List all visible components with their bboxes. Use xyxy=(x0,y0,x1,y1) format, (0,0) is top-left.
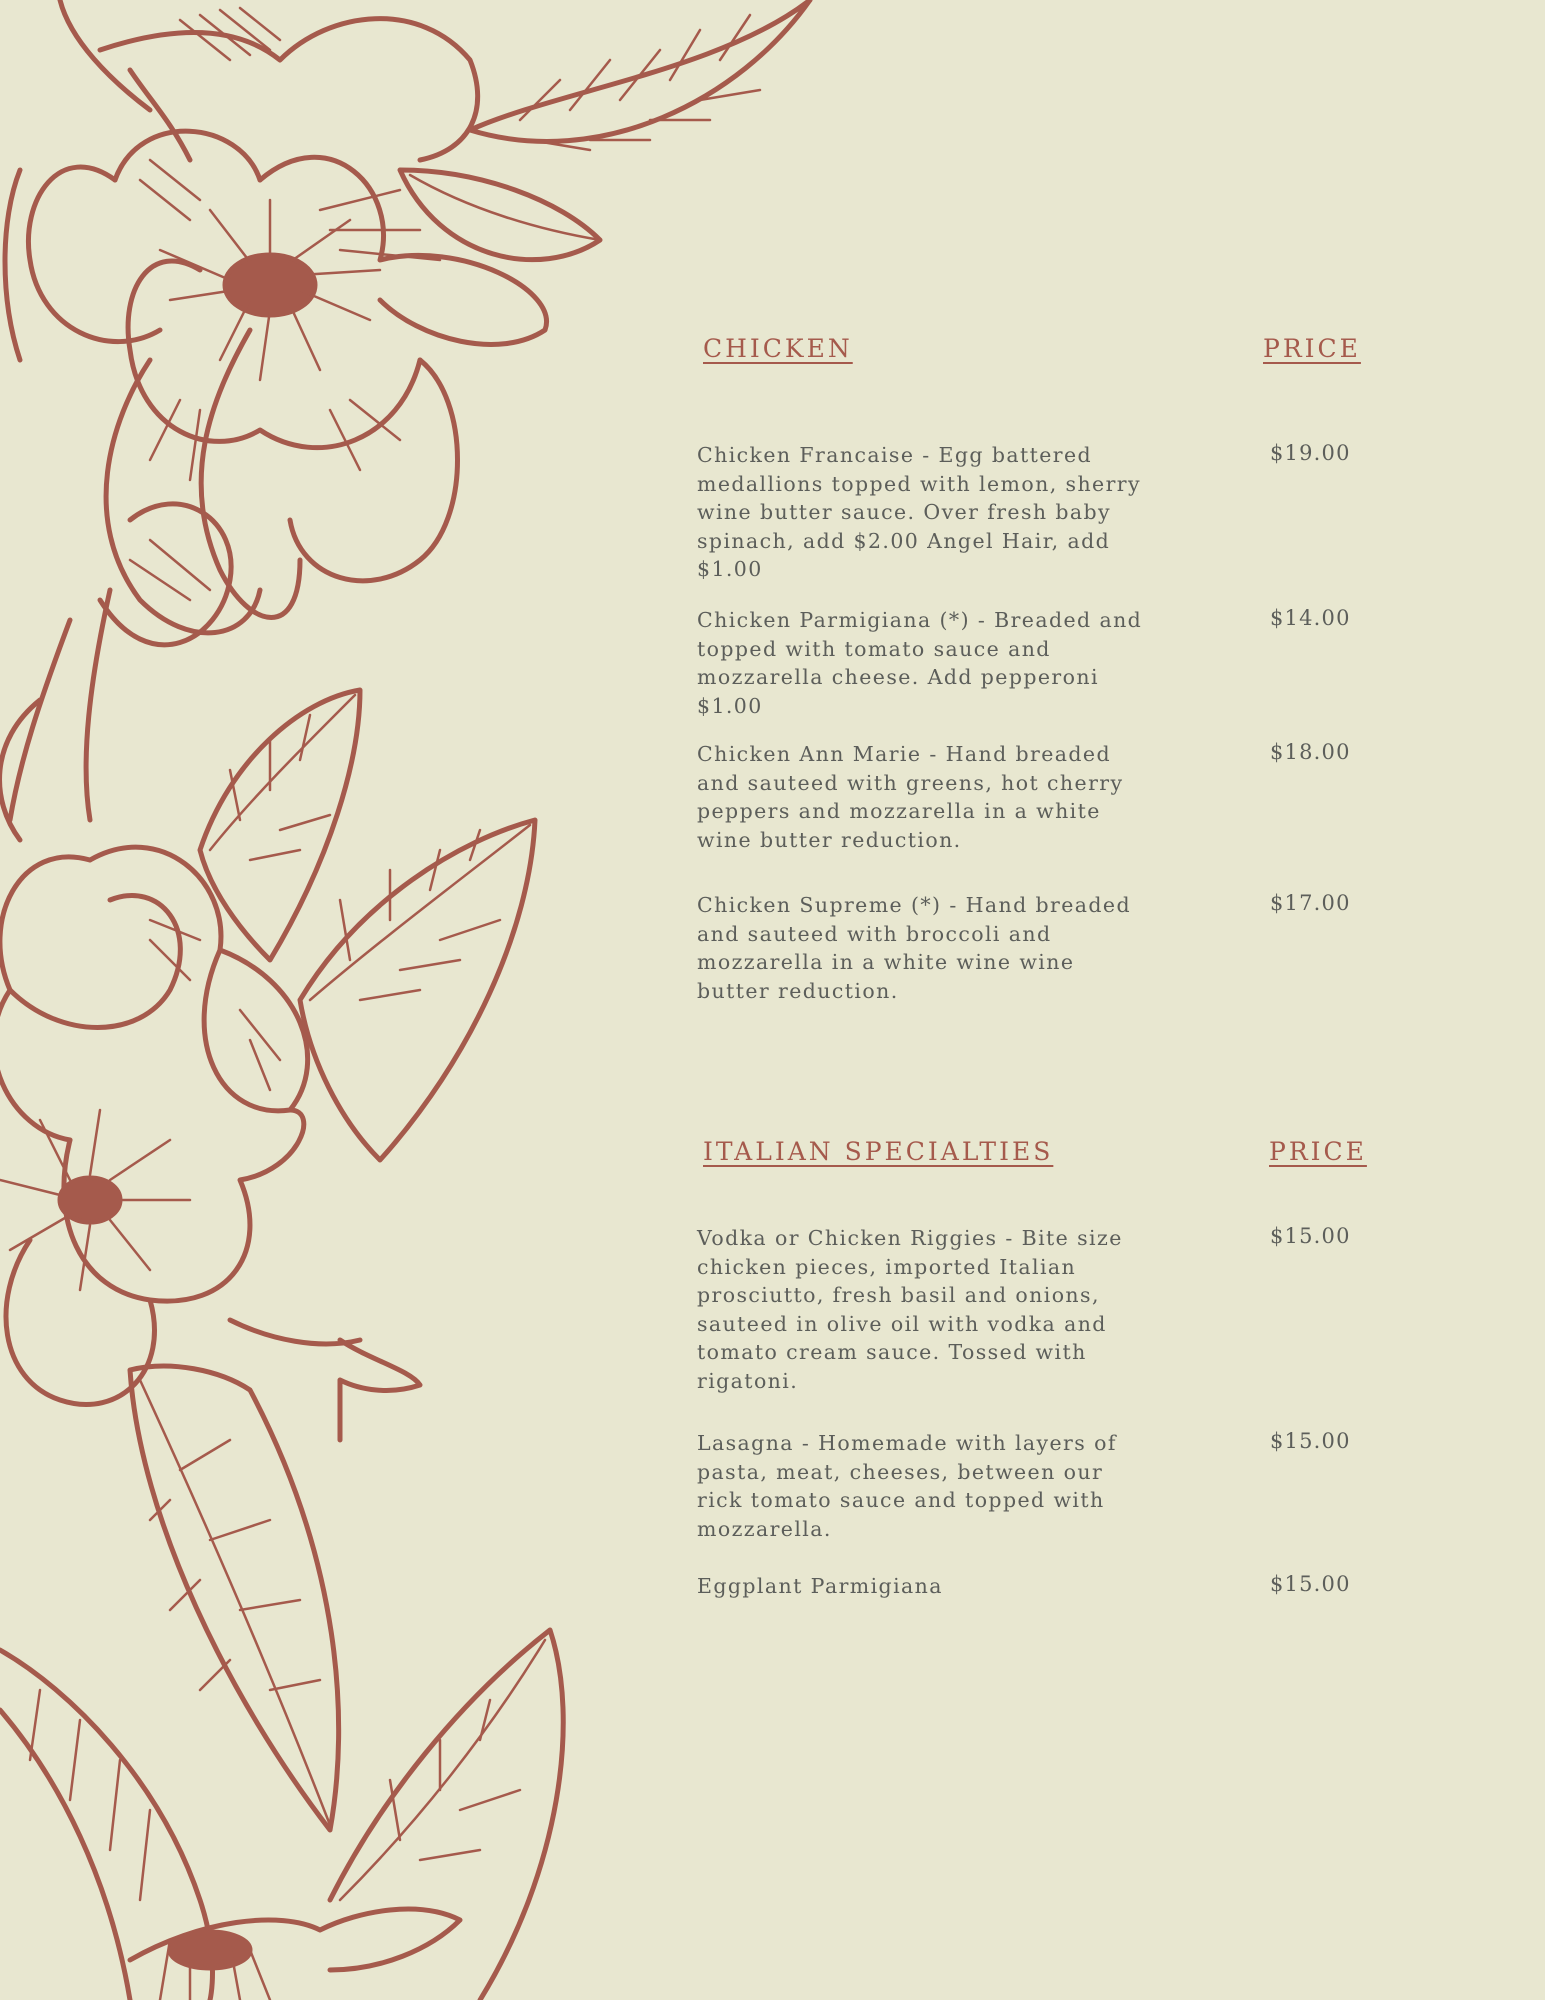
menu-item-price: $14.00 xyxy=(1270,606,1351,630)
menu-item-description: Chicken Francaise - Egg battered medallions topped with lemon, sherry wine butter sauce. Over fresh baby spinach, add $2.00 Angel Hair, add $1.00 xyxy=(697,443,1141,581)
menu-item-description: Lasagna - Homemade with layers of pasta, meat, cheeses, between our rick tomato sauce and topped with mozzarella. xyxy=(697,1431,1117,1541)
menu-item-price: $15.00 xyxy=(1270,1572,1351,1596)
menu-item-price: $19.00 xyxy=(1270,441,1351,465)
price-header: PRICE xyxy=(1269,1137,1367,1166)
top-flower-icon xyxy=(5,0,547,633)
menu-item-price: $15.00 xyxy=(1270,1429,1351,1453)
menu-item-description: Chicken Parmigiana (*) - Breaded and topped with tomato sauce and mozzarella cheese. Add pepperoni $1.00 xyxy=(697,608,1143,718)
menu-item-description: Chicken Ann Marie - Hand breaded and sauteed with greens, hot cherry peppers and mozzarella in a white wine butter reduction. xyxy=(697,742,1124,852)
section-title: CHICKEN xyxy=(703,334,853,363)
price-header: PRICE xyxy=(1263,334,1361,363)
middle-leaf-icon xyxy=(200,690,535,1160)
menu-item-price: $18.00 xyxy=(1270,740,1351,764)
menu-item-description: Vodka or Chicken Riggies - Bite size chicken pieces, imported Italian prosciutto, fresh basil and onions, sauteed in olive oil with vodka and tomato cream sauce. Tossed with rigatoni. xyxy=(697,1226,1123,1393)
middle-flower-icon xyxy=(0,847,420,1440)
menu-item-price: $15.00 xyxy=(1270,1224,1351,1248)
menu-item-description: Eggplant Parmigiana xyxy=(697,1574,943,1598)
upper-leaf-icon xyxy=(400,0,810,260)
section-title: ITALIAN SPECIALTIES xyxy=(703,1137,1054,1166)
menu-item-description: Chicken Supreme (*) - Hand breaded and sauteed with broccoli and mozzarella in a white wine wine butter reduction. xyxy=(697,893,1131,1003)
menu-item-price: $17.00 xyxy=(1270,891,1351,915)
lower-leaf-icon xyxy=(0,1366,563,2000)
